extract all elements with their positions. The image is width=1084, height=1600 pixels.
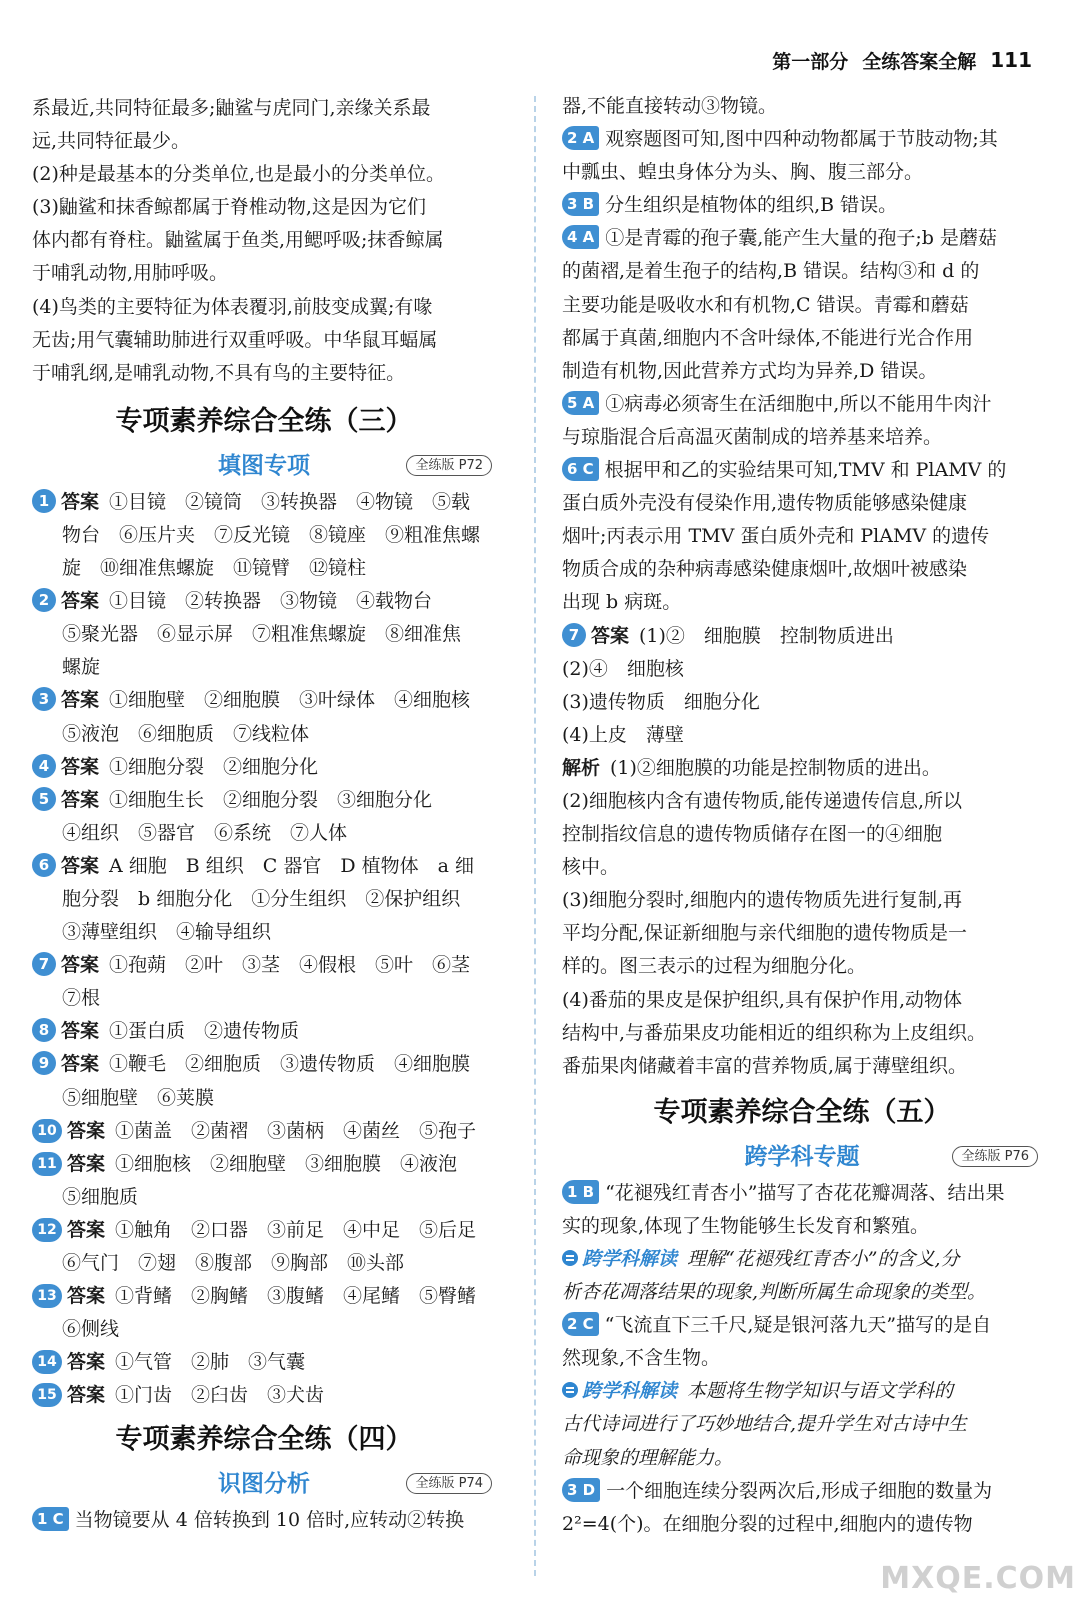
answer-text: ①背鳍 ②胸鳍 ③腹鳍 ④尾鳍 ⑤臀鳍: [115, 1285, 477, 1308]
question-item: [562, 123, 1042, 189]
answer-text: ①细胞壁 ②细胞膜 ③叶绿体 ④细胞核: [109, 689, 471, 712]
question-item: [562, 454, 1042, 619]
question-text: “飞流直下三千尺,疑是银河落九天”描写的是自: [604, 1314, 992, 1337]
question-text: 当物镜要从 4 倍转换到 10 倍时,应转动②转换: [74, 1509, 465, 1532]
analysis-text: (1)②细胞膜的功能是控制物质的进出。: [610, 756, 941, 779]
analysis-label: 解析: [562, 756, 601, 779]
question-line: 出现 b 病斑。: [562, 591, 682, 614]
answer-item: [32, 850, 496, 949]
answer-item: [32, 1048, 496, 1114]
page-reference-badge: 全练版 P76: [952, 1146, 1038, 1167]
answer-text: ①孢蒴 ②叶 ③茎 ④假根 ⑤叶 ⑥茎: [109, 954, 471, 977]
answer-label: 答案: [67, 1218, 106, 1241]
answer-line: ⑥气门 ⑦翅 ⑧腹部 ⑨胸部 ⑩头部: [62, 1252, 405, 1274]
answer-text: ①目镜 ②转换器 ③物镜 ④载物台: [109, 590, 433, 613]
answer-text: ①触角 ②口器 ③前足 ④中足 ⑤后足: [115, 1218, 477, 1241]
answer-line: [32, 751, 496, 784]
question-line: [562, 454, 1042, 487]
text-line: 体内都有脊柱。鼬鲨属于鱼类,用鳃呼吸;抹香鲸属: [32, 229, 444, 252]
answer-item: [32, 684, 496, 750]
question-number: 7: [32, 952, 56, 976]
answer-item: [32, 751, 496, 784]
analysis-line: 番茄果肉储藏着丰富的营养物质,属于薄壁组织。: [562, 1054, 968, 1077]
left-top-text: [32, 92, 496, 390]
answer-label: 答案: [61, 854, 100, 877]
question-number: 10: [32, 1119, 62, 1143]
answer-text: ①门齿 ②臼齿 ③犬齿: [115, 1384, 325, 1407]
text-line: 系最近,共同特征最多;鼬鲨与虎同门,亲缘关系最: [32, 97, 431, 119]
analysis-line: 控制指纹信息的遗传物质储存在图一的④细胞: [562, 823, 943, 846]
question-tag: 3 D: [562, 1478, 600, 1502]
question-item: [32, 1504, 496, 1537]
text-line: (2)种是最基本的分类单位,也是最小的分类单位。: [32, 163, 445, 186]
question-line: [562, 1475, 1042, 1508]
text-line: 远,共同特征最少。: [32, 130, 191, 153]
section-subtitle-5: 跨学科专题: [744, 1143, 860, 1170]
answer-text: ①蛋白质 ②遗传物质: [109, 1020, 300, 1043]
interpretation-label-text: 跨学科解读: [582, 1248, 678, 1270]
answer-line: ⑦根: [62, 987, 101, 1010]
question-line: 制造有机物,因此营养方式均为异养,D 错误。: [562, 359, 938, 382]
section-subtitle-4: 识图分析: [218, 1471, 310, 1498]
question-list: [562, 123, 1042, 619]
analysis-line: (4)番茄的果皮是保护组织,具有保护作用,动物体: [562, 988, 962, 1011]
question-item: [562, 1475, 1042, 1541]
right-column: [562, 90, 1042, 1541]
question-number: 5: [32, 787, 56, 811]
answer-line: [32, 1015, 496, 1048]
question-line: 的菌褶,是着生孢子的结构,B 错误。结构③和 d 的: [562, 260, 980, 283]
analysis-line: [562, 752, 1042, 785]
left-column: [32, 92, 496, 1538]
question-item: [562, 1177, 1042, 1309]
question-line: 烟叶;丙表示用 TMV 蛋白质外壳和 PlAMV 的遗传: [562, 525, 990, 548]
question-line: [562, 1177, 1042, 1210]
question-7-block: [562, 620, 1042, 1083]
answer-line: [32, 585, 496, 618]
answer-line: (4)上皮 薄壁: [562, 723, 684, 746]
question-number: 9: [32, 1051, 56, 1075]
answer-line: [32, 1346, 496, 1379]
answer-item: [32, 784, 496, 850]
interpretation-label-text: 跨学科解读: [582, 1380, 678, 1403]
question-number: 7: [562, 623, 586, 647]
answer-item: [32, 1015, 496, 1048]
section-subtitle-row-5: [562, 1139, 1042, 1175]
question-text: 根据甲和乙的实验结果可知,TMV 和 PlAMV 的: [604, 459, 1007, 482]
question-item: [562, 388, 1042, 454]
header-part: 第一部分: [772, 50, 849, 73]
answer-item: [32, 1214, 496, 1280]
text-line: (3)鼬鲨和抹香鲸都属于脊椎动物,这是因为它们: [32, 196, 426, 219]
question-text: 一个细胞连续分裂两次后,形成子细胞的数量为: [606, 1479, 993, 1502]
question-tag: 1 C: [32, 1507, 69, 1531]
interpretation-line: 命现象的理解能力。: [562, 1446, 734, 1469]
answer-label: 答案: [61, 954, 100, 977]
analysis-line: (2)细胞核内含有遗传物质,能传递遗传信息,所以: [562, 789, 962, 812]
book-icon: [562, 1250, 578, 1266]
interpretation-line: [562, 1243, 1042, 1276]
analysis-line: 结构中,与番茄果皮功能相近的组织称为上皮组织。: [562, 1021, 987, 1044]
question-line: 中瓢虫、蝗虫身体分为头、胸、腹三部分。: [562, 161, 924, 184]
question-number: 4: [32, 754, 56, 778]
interpretation-text: 理解“花褪残红青杏小”的含义,分: [687, 1248, 960, 1270]
section-title-5: 专项素养综合全练（五）: [653, 1096, 951, 1128]
answer-line: ⑤细胞质: [62, 1185, 139, 1208]
interpretation-line: 析杏花凋落结果的现象,判断所属生命现象的类型。: [562, 1281, 987, 1304]
answer-line: [32, 949, 496, 982]
watermark: MXQE.COM: [880, 1561, 1076, 1596]
answer-label: 答案: [67, 1384, 106, 1407]
question-item: [562, 189, 1042, 222]
question-line: [562, 189, 1042, 222]
answer-line: [32, 1280, 496, 1313]
answer-text: ①细胞核 ②细胞壁 ③细胞膜 ④液泡: [115, 1152, 458, 1175]
answer-text: ①鞭毛 ②细胞质 ③遗传物质 ④细胞膜: [109, 1053, 471, 1076]
continued-text: 器,不能直接转动③物镜。: [562, 95, 778, 117]
page-reference-badge: 全练版 P74: [406, 1473, 492, 1494]
answer-line: 胞分裂 b 细胞分化 ①分生组织 ②保护组织: [62, 887, 461, 910]
analysis-line: 平均分配,保证新细胞与亲代细胞的遗传物质是一: [562, 922, 968, 945]
answer-item: [32, 1280, 496, 1346]
question-number: 1: [32, 489, 56, 513]
answer-label: 答案: [61, 1053, 100, 1076]
question-number: 12: [32, 1218, 62, 1242]
question-number: 2: [32, 588, 56, 612]
question-number: 3: [32, 687, 56, 711]
answer-item: [32, 1346, 496, 1379]
question-tag: 5 A: [562, 391, 599, 415]
answer-label: 答案: [67, 1119, 106, 1142]
section-subtitle-row-3: [32, 448, 496, 484]
answer-line: [32, 784, 496, 817]
answer-label: 答案: [61, 1020, 100, 1043]
question-tag: 2 A: [562, 126, 599, 150]
column-divider: [534, 96, 536, 1576]
section-subtitle-3: 填图专项: [218, 452, 310, 479]
answer-line: ⑤细胞壁 ⑥荚膜: [62, 1086, 215, 1109]
answer-text: A 细胞 B 组织 C 器官 D 植物体 a 细: [109, 854, 474, 877]
answer-line: [32, 1379, 496, 1412]
question-text: ①是青霉的孢子囊,能产生大量的孢子;b 是蘑菇: [605, 227, 997, 250]
answer-label: 答案: [591, 624, 630, 647]
question-line: 蛋白质外壳没有侵染作用,遗传物质能够感染健康: [562, 492, 968, 515]
question-line: 物质合成的杂种病毒感染健康烟叶,故烟叶被感染: [562, 558, 968, 581]
question-line: 然现象,不含生物。: [562, 1347, 721, 1370]
answer-line: ③薄壁组织 ④输导组织: [62, 921, 272, 944]
question-tag: 6 C: [562, 457, 599, 481]
answer-item: [32, 585, 496, 684]
question-number: 11: [32, 1152, 62, 1176]
answer-text: ①菌盖 ②菌褶 ③菌柄 ④菌丝 ⑤孢子: [115, 1119, 477, 1142]
interpretation-label: [562, 1380, 677, 1402]
page-header: [772, 44, 1032, 76]
answer-line: 旋 ⑩细准焦螺旋 ⑪镜臂 ⑫镜柱: [62, 557, 367, 580]
question-line: [562, 222, 1042, 255]
section-subtitle-row-4: [32, 1466, 496, 1502]
question-line: [562, 388, 1042, 421]
question-tag: 2 C: [562, 1312, 599, 1336]
question-line: [562, 123, 1042, 156]
analysis-line: 核中。: [562, 856, 620, 879]
answer-text: ①气管 ②肺 ③气囊: [115, 1351, 306, 1374]
question-text: ①病毒必须寄生在活细胞中,所以不能用牛肉汁: [605, 392, 992, 415]
question-line: [562, 1309, 1042, 1342]
answer-item: [32, 1115, 496, 1148]
question-number: 8: [32, 1018, 56, 1042]
answer-line: ⑤聚光器 ⑥显示屏 ⑦粗准焦螺旋 ⑧细准焦: [62, 623, 462, 646]
answer-list: [32, 486, 496, 1413]
section-title-3: 专项素养综合全练（三）: [115, 405, 413, 437]
question-line: 2²=4(个)。在细胞分裂的过程中,细胞内的遗传物: [562, 1512, 973, 1535]
analysis-line: 样的。图三表示的过程为细胞分化。: [562, 955, 867, 978]
text-line: 于哺乳纲,是哺乳动物,不具有鸟的主要特征。: [32, 361, 406, 384]
question-text: 分生组织是植物体的组织,B 错误。: [605, 194, 898, 217]
question-line: 都属于真菌,细胞内不含叶绿体,不能进行光合作用: [562, 326, 974, 349]
answer-line: [32, 850, 496, 883]
answer-label: 答案: [67, 1152, 106, 1175]
answer-line: ⑤液泡 ⑥细胞质 ⑦线粒体: [62, 722, 310, 745]
book-icon: [562, 1382, 578, 1398]
text-line: 于哺乳动物,用肺呼吸。: [32, 262, 229, 285]
answer-item: [32, 1148, 496, 1214]
answer-text: ①细胞生长 ②细胞分裂 ③细胞分化: [109, 788, 433, 811]
answer-line: [32, 684, 496, 717]
answer-item: [32, 1379, 496, 1412]
answer-label: 答案: [67, 1351, 106, 1374]
question-tag: 1 B: [562, 1180, 599, 1204]
answer-line: 螺旋: [62, 656, 101, 679]
answer-label: 答案: [61, 788, 100, 811]
question-tag: 3 B: [562, 192, 599, 216]
analysis-line: (3)细胞分裂时,细胞内的遗传物质先进行复制,再: [562, 889, 962, 912]
answer-line: (2)④ 细胞核: [562, 657, 684, 680]
interpretation-label: [562, 1248, 677, 1270]
answer-line: ④组织 ⑤器官 ⑥系统 ⑦人体: [62, 821, 348, 844]
question-number: 14: [32, 1350, 62, 1374]
answer-label: 答案: [61, 590, 100, 613]
question-item: [562, 1309, 1042, 1474]
answer-label: 答案: [61, 490, 100, 513]
answer-line: 物台 ⑥压片夹 ⑦反光镜 ⑧镜座 ⑨粗准焦螺: [62, 523, 481, 546]
cross-subject-list: [562, 1177, 1042, 1541]
answer-text: (1)② 细胞膜 控制物质进出: [639, 624, 894, 647]
page-number: 111: [990, 48, 1032, 72]
answer-line: (3)遗传物质 细胞分化: [562, 690, 760, 713]
question-item: [562, 222, 1042, 387]
answer-text: ①细胞分裂 ②细胞分化: [109, 755, 319, 778]
answer-line: ⑥侧线: [62, 1318, 120, 1341]
question-number: 15: [32, 1383, 62, 1407]
question-line: 实的现象,体现了生物能够生长发育和繁殖。: [562, 1214, 930, 1237]
header-title: 全练答案全解: [862, 50, 977, 73]
text-line: 无齿;用气囊辅助肺进行双重呼吸。中华鼠耳蝠属: [32, 328, 438, 351]
page-reference-badge: 全练版 P72: [406, 455, 492, 476]
question-line: 与琼脂混合后高温灭菌制成的培养基来培养。: [562, 425, 943, 448]
section-title-4: 专项素养综合全练（四）: [115, 1424, 413, 1456]
question-tag: 4 A: [562, 225, 599, 249]
answer-label: 答案: [61, 755, 100, 778]
answer-line: [32, 1148, 496, 1181]
interpretation-line: [562, 1375, 1042, 1408]
answer-line: [32, 1048, 496, 1081]
question-text: 观察题图可知,图中四种动物都属于节肢动物;其: [605, 128, 998, 151]
answer-line: [562, 620, 1042, 653]
question-number: 6: [32, 853, 56, 877]
interpretation-line: 古代诗词进行了巧妙地结合,提升学生对古诗中生: [562, 1413, 968, 1436]
question-text: “花褪残红青杏小”描写了杏花花瓣凋落、结出果: [605, 1181, 1005, 1204]
answer-label: 答案: [61, 689, 100, 712]
answer-line: [32, 1115, 496, 1148]
question-number: 13: [32, 1284, 62, 1308]
answer-line: [32, 486, 496, 519]
interpretation-text: 本题将生物学知识与语文学科的: [687, 1380, 954, 1403]
answer-item: [32, 486, 496, 585]
answer-item: [32, 949, 496, 1015]
text-line: (4)鸟类的主要特征为体表覆羽,前肢变成翼;有喙: [32, 295, 433, 318]
question-line: 主要功能是吸收水和有机物,C 错误。青霉和蘑菇: [562, 293, 969, 316]
answer-label: 答案: [67, 1285, 106, 1308]
answer-text: ①目镜 ②镜筒 ③转换器 ④物镜 ⑤载: [109, 490, 471, 513]
answer-line: [32, 1214, 496, 1247]
